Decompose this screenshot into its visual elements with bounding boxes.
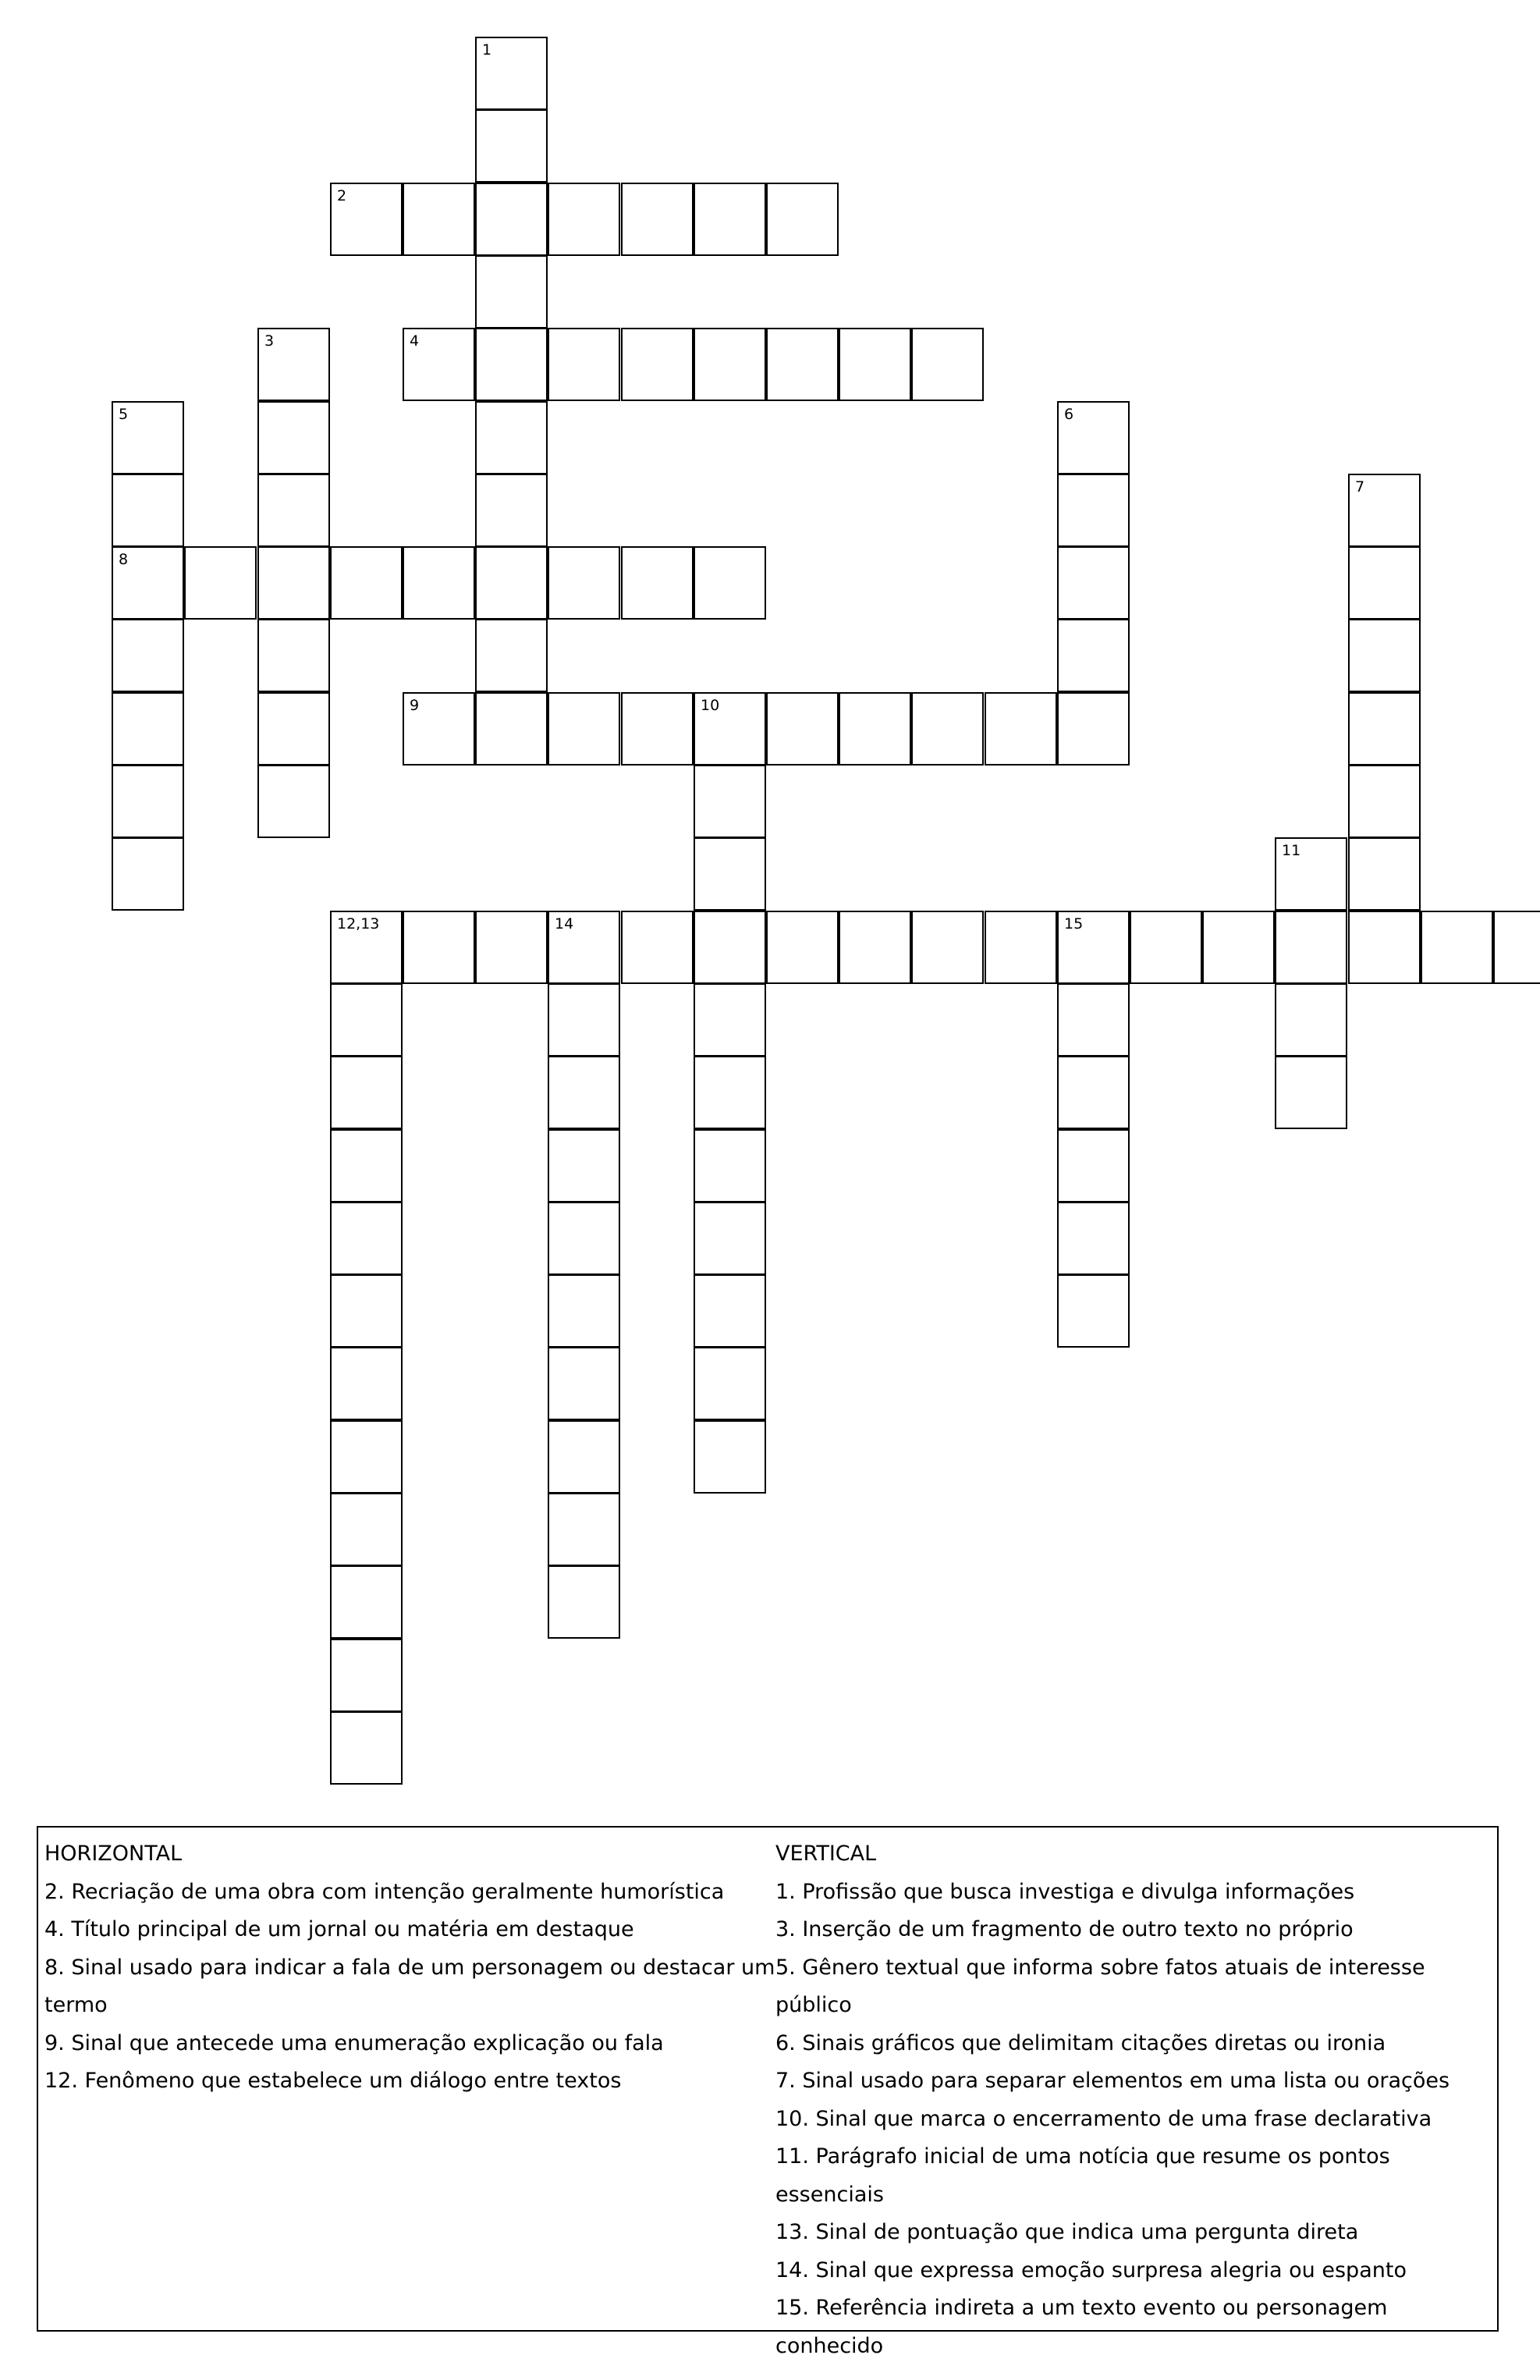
- grid-cell[interactable]: [257, 765, 330, 838]
- clue-number: 14: [555, 915, 574, 932]
- grid-cell[interactable]: [1057, 619, 1130, 692]
- grid-cell[interactable]: [548, 546, 620, 620]
- grid-cell[interactable]: [1057, 546, 1130, 620]
- grid-cell[interactable]: [330, 1711, 403, 1785]
- grid-cell[interactable]: [475, 328, 548, 401]
- grid-cell-8[interactable]: [112, 546, 184, 620]
- grid-cell-3[interactable]: [257, 328, 330, 401]
- grid-cell[interactable]: [475, 255, 548, 329]
- clue-down-14: 14. Sinal que expressa emoção surpresa alegria ou espanto: [775, 2257, 1407, 2282]
- clue-down-11: 11. Parágrafo inicial de uma notícia que resume os pontos essenciais: [775, 2144, 1390, 2207]
- clue-number: 3: [264, 332, 275, 350]
- grid-cell[interactable]: [1348, 692, 1421, 766]
- grid-cell[interactable]: [330, 983, 403, 1057]
- grid-cell[interactable]: [403, 183, 475, 256]
- grid-cell[interactable]: [1057, 1202, 1130, 1275]
- grid-cell[interactable]: [766, 692, 839, 766]
- clue-number: 11: [1282, 842, 1301, 859]
- grid-cell[interactable]: [1057, 1129, 1130, 1202]
- grid-cell[interactable]: [257, 692, 330, 766]
- grid-cell[interactable]: [1202, 911, 1275, 984]
- clue-number: 2: [337, 187, 347, 204]
- horizontal-heading: HORIZONTAL: [44, 1842, 183, 1866]
- grid-cell[interactable]: [475, 546, 548, 620]
- grid-cell[interactable]: [694, 1347, 766, 1420]
- grid-cell[interactable]: [911, 692, 984, 766]
- clue-across-8: 8. Sinal usado para indicar a fala de um personagem ou destacar um termo: [44, 1955, 775, 2017]
- grid-cell[interactable]: [694, 1129, 766, 1202]
- grid-cell[interactable]: [475, 474, 548, 547]
- grid-cell[interactable]: [694, 765, 766, 838]
- grid-cell-9[interactable]: [403, 692, 475, 766]
- grid-cell[interactable]: [766, 328, 839, 401]
- grid-cell[interactable]: [621, 692, 694, 766]
- grid-cell[interactable]: [694, 911, 766, 984]
- clue-number: 6: [1064, 406, 1074, 423]
- grid-cell[interactable]: [1057, 1274, 1130, 1348]
- grid-cell[interactable]: [330, 546, 403, 620]
- clue-number: 10: [701, 697, 720, 714]
- clue-number: 15: [1064, 915, 1084, 932]
- grid-cell[interactable]: [621, 183, 694, 256]
- grid-cell[interactable]: [548, 983, 620, 1057]
- vertical-clues: [775, 1835, 1497, 2365]
- clue-down-1: 1. Profissão que busca investiga e divulga informações: [775, 1879, 1355, 1904]
- grid-cell[interactable]: [475, 109, 548, 183]
- clue-across-4: 4. Título principal de um jornal ou matéria em destaque: [44, 1917, 634, 1941]
- grid-cell[interactable]: [1275, 1056, 1347, 1129]
- grid-cell[interactable]: [1493, 911, 1540, 984]
- grid-cell[interactable]: [257, 401, 330, 474]
- grid-cell-5[interactable]: [112, 401, 184, 474]
- grid-cell[interactable]: [330, 1129, 403, 1202]
- grid-cell[interactable]: [1348, 837, 1421, 911]
- clue-across-2: 2. Recriação de uma obra com intenção geralmente humorística: [44, 1879, 725, 1904]
- vertical-heading: VERTICAL: [775, 1842, 877, 1866]
- grid-cell[interactable]: [548, 1274, 620, 1348]
- grid-cell[interactable]: [839, 692, 911, 766]
- grid-cell[interactable]: [548, 1420, 620, 1494]
- clue-down-6: 6. Sinais gráficos que delimitam citações diretas ou ironia: [775, 2030, 1386, 2055]
- grid-cell[interactable]: [330, 1639, 403, 1712]
- grid-cell[interactable]: [548, 1056, 620, 1129]
- grid-cell[interactable]: [257, 546, 330, 620]
- grid-cell[interactable]: [1130, 911, 1202, 984]
- grid-cell[interactable]: [112, 692, 184, 766]
- grid-cell-14[interactable]: [548, 911, 620, 984]
- grid-cell-10[interactable]: [694, 692, 766, 766]
- grid-cell[interactable]: [694, 1202, 766, 1275]
- grid-cell[interactable]: [694, 1420, 766, 1494]
- grid-cell[interactable]: [694, 183, 766, 256]
- grid-cell[interactable]: [330, 1493, 403, 1566]
- grid-cell[interactable]: [1057, 983, 1130, 1057]
- grid-cell[interactable]: [1348, 619, 1421, 692]
- grid-cell-7[interactable]: [1348, 474, 1421, 547]
- grid-cell[interactable]: [911, 911, 984, 984]
- grid-cell[interactable]: [911, 328, 984, 401]
- grid-cell-6[interactable]: [1057, 401, 1130, 474]
- grid-cell[interactable]: [1348, 911, 1421, 984]
- horizontal-clues: [44, 1835, 778, 2101]
- grid-cell[interactable]: [1348, 765, 1421, 838]
- grid-cell-2[interactable]: [330, 183, 403, 256]
- clue-number: 8: [119, 551, 129, 568]
- grid-cell[interactable]: [403, 546, 475, 620]
- grid-cell[interactable]: [839, 328, 911, 401]
- clue-number: 4: [410, 332, 420, 350]
- clue-across-12: 12. Fenômeno que estabelece um diálogo entre textos: [44, 2069, 622, 2093]
- clue-down-15: 15. Referência indireta a um texto evento ou personagem conhecido: [775, 2296, 1388, 2358]
- grid-cell[interactable]: [548, 1202, 620, 1275]
- grid-cell[interactable]: [330, 1420, 403, 1494]
- grid-cell[interactable]: [694, 837, 766, 911]
- grid-cell[interactable]: [1348, 546, 1421, 620]
- grid-cell[interactable]: [694, 328, 766, 401]
- grid-cell[interactable]: [548, 1129, 620, 1202]
- grid-cell-1[interactable]: [475, 37, 548, 110]
- grid-cell[interactable]: [548, 1347, 620, 1420]
- grid-cell[interactable]: [112, 619, 184, 692]
- grid-cell[interactable]: [475, 911, 548, 984]
- grid-cell[interactable]: [475, 183, 548, 256]
- grid-cell[interactable]: [1421, 911, 1493, 984]
- grid-cell[interactable]: [621, 911, 694, 984]
- grid-cell[interactable]: [330, 1056, 403, 1129]
- grid-cell[interactable]: [548, 1565, 620, 1639]
- grid-cell[interactable]: [475, 692, 548, 766]
- grid-cell-12-13[interactable]: [330, 911, 403, 984]
- grid-cell[interactable]: [694, 1274, 766, 1348]
- grid-cell[interactable]: [694, 1056, 766, 1129]
- grid-cell-15[interactable]: [1057, 911, 1130, 984]
- clue-number: 12,13: [337, 915, 380, 932]
- grid-cell[interactable]: [985, 911, 1057, 984]
- clues-panel: [37, 1826, 1499, 2358]
- grid-cell[interactable]: [330, 1274, 403, 1348]
- grid-cell[interactable]: [330, 1347, 403, 1420]
- grid-cell[interactable]: [475, 619, 548, 692]
- grid-cell[interactable]: [330, 1202, 403, 1275]
- clue-number: 5: [119, 406, 129, 423]
- grid-cell[interactable]: [985, 692, 1057, 766]
- grid-cell[interactable]: [112, 765, 184, 838]
- clue-down-7: 7. Sinal usado para separar elementos em uma lista ou orações: [775, 2069, 1450, 2093]
- grid-cell-11[interactable]: [1275, 837, 1347, 911]
- grid-cell[interactable]: [112, 474, 184, 547]
- clue-down-3: 3. Inserção de um fragmento de outro texto no próprio: [775, 1917, 1354, 1941]
- clue-number: 1: [482, 41, 492, 59]
- clue-down-10: 10. Sinal que marca o encerramento de uma frase declarativa: [775, 2106, 1432, 2131]
- grid-cell[interactable]: [475, 401, 548, 474]
- grid-cell[interactable]: [766, 911, 839, 984]
- grid-cell[interactable]: [257, 474, 330, 547]
- grid-cell[interactable]: [1275, 911, 1347, 984]
- clue-down-5: 5. Gênero textual que informa sobre fatos atuais de interesse público: [775, 1955, 1425, 2017]
- grid-cell[interactable]: [621, 546, 694, 620]
- grid-cell[interactable]: [548, 692, 620, 766]
- grid-cell[interactable]: [766, 183, 839, 256]
- grid-cell[interactable]: [1057, 692, 1130, 766]
- clue-down-13: 13. Sinal de pontuação que indica uma pergunta direta: [775, 2220, 1359, 2244]
- grid-cell[interactable]: [548, 328, 620, 401]
- clue-number: 7: [1355, 478, 1365, 496]
- grid-cell[interactable]: [184, 546, 257, 620]
- grid-cell-4[interactable]: [403, 328, 475, 401]
- grid-cell[interactable]: [839, 911, 911, 984]
- grid-cell[interactable]: [694, 983, 766, 1057]
- grid-cell[interactable]: [1057, 1056, 1130, 1129]
- grid-cell[interactable]: [112, 837, 184, 911]
- grid-cell[interactable]: [1275, 983, 1347, 1057]
- grid-cell[interactable]: [694, 546, 766, 620]
- grid-cell[interactable]: [403, 911, 475, 984]
- clue-across-9: 9. Sinal que antecede uma enumeração explicação ou fala: [44, 2030, 664, 2055]
- grid-cell[interactable]: [548, 1493, 620, 1566]
- grid-cell[interactable]: [330, 1565, 403, 1639]
- grid-cell[interactable]: [257, 619, 330, 692]
- grid-cell[interactable]: [548, 183, 620, 256]
- grid-cell[interactable]: [621, 328, 694, 401]
- grid-cell[interactable]: [1057, 474, 1130, 547]
- clue-number: 9: [410, 697, 420, 714]
